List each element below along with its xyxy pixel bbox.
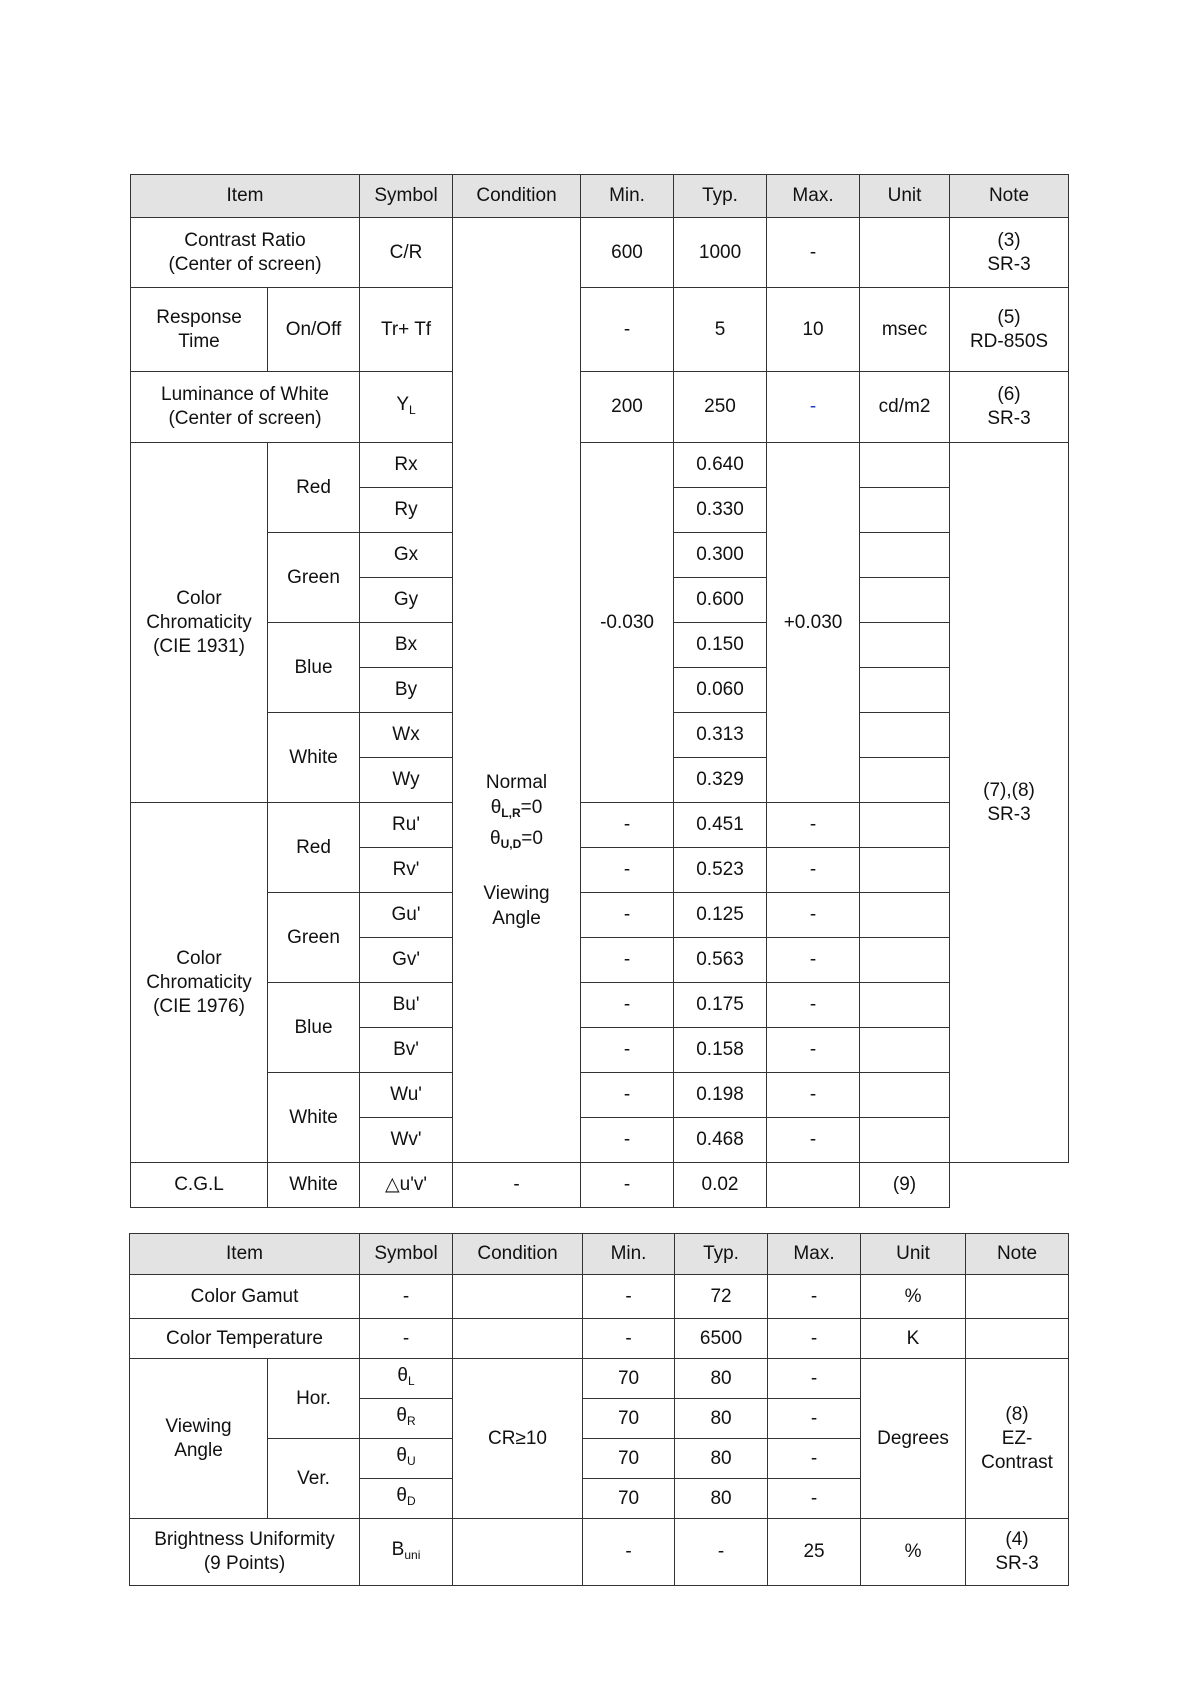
typ-bv: 0.158 <box>674 1028 767 1073</box>
symbol-gy: Gy <box>360 578 453 623</box>
cie1931-white: White <box>268 713 360 803</box>
table-header-row <box>131 175 1069 218</box>
max-theta-d: - <box>768 1479 861 1519</box>
uniformity-condition <box>453 1519 583 1586</box>
symbol-theta-u: $\theta_U$ <box>360 1439 453 1479</box>
luminance-symbol: $Y_L$ <box>360 372 453 443</box>
color-gamut-label: Color Gamut <box>130 1275 360 1319</box>
uniformity-unit: % <box>861 1519 966 1586</box>
unit-cell <box>860 1118 950 1163</box>
table-row <box>131 1163 1069 1208</box>
max-bu: - <box>767 983 860 1028</box>
condition-viewing: Viewing <box>483 882 550 904</box>
cgl-note: (9) <box>860 1163 950 1208</box>
min-rv: - <box>581 848 674 893</box>
contrast-note: (3) SR-3 <box>950 218 1069 288</box>
typ-ry: 0.330 <box>674 488 767 533</box>
response-min: - <box>581 288 674 372</box>
condition-cell <box>453 218 581 1163</box>
max-ru: - <box>767 803 860 848</box>
min-wv: - <box>581 1118 674 1163</box>
contrast-unit <box>860 218 950 288</box>
temperature-symbol: - <box>360 1319 453 1359</box>
header-typ: Typ. <box>675 1234 768 1275</box>
symbol-gu: Gu' <box>360 893 453 938</box>
min-theta-r: 70 <box>583 1399 675 1439</box>
cie1931-min: -0.030 <box>581 443 674 803</box>
header-condition: Condition <box>453 1234 583 1275</box>
min-theta-u: 70 <box>583 1439 675 1479</box>
typ-theta-r: 80 <box>675 1399 768 1439</box>
min-bv: - <box>581 1028 674 1073</box>
temperature-condition <box>453 1319 583 1359</box>
symbol-gx: Gx <box>360 533 453 578</box>
typ-theta-l: 80 <box>675 1359 768 1399</box>
table-row <box>131 218 1069 288</box>
uniformity-symbol: $B_{uni}$ <box>360 1519 453 1586</box>
header-max: Max. <box>767 175 860 218</box>
header-unit: Unit <box>860 175 950 218</box>
contrast-ratio-label: Contrast Ratio (Center of screen) <box>131 218 360 288</box>
table-row <box>131 803 1069 848</box>
gamut-unit: % <box>861 1275 966 1319</box>
temperature-max: - <box>768 1319 861 1359</box>
temperature-min: - <box>583 1319 675 1359</box>
symbol-theta-l: $\theta_L$ <box>360 1359 453 1399</box>
cie1976-white: White <box>268 1073 360 1163</box>
min-theta-d: 70 <box>583 1479 675 1519</box>
response-unit: msec <box>860 288 950 372</box>
max-theta-u: - <box>768 1439 861 1479</box>
table-row <box>130 1359 1069 1399</box>
cie1976-red: Red <box>268 803 360 893</box>
gamut-note <box>966 1275 1069 1319</box>
symbol-rv: Rv' <box>360 848 453 893</box>
typ-bx: 0.150 <box>674 623 767 668</box>
viewing-condition: CR≥10 <box>453 1359 583 1519</box>
response-max: 10 <box>767 288 860 372</box>
viewing-angle-label: Viewing Angle <box>130 1359 268 1519</box>
luminance-min: 200 <box>581 372 674 443</box>
cgl-label: C.G.L <box>131 1163 268 1208</box>
unit-cell <box>860 488 950 533</box>
max-theta-r: - <box>768 1399 861 1439</box>
symbol-rx: Rx <box>360 443 453 488</box>
gamut-condition <box>453 1275 583 1319</box>
symbol-wy: Wy <box>360 758 453 803</box>
unit-cell <box>860 578 950 623</box>
min-ru: - <box>581 803 674 848</box>
symbol-wv: Wv' <box>360 1118 453 1163</box>
luminance-max: - <box>767 372 860 443</box>
typ-rv: 0.523 <box>674 848 767 893</box>
brightness-uniformity-label: Brightness Uniformity (9 Points) <box>130 1519 360 1586</box>
max-gu: - <box>767 893 860 938</box>
header-symbol: Symbol <box>360 1234 453 1275</box>
max-wv: - <box>767 1118 860 1163</box>
typ-gv: 0.563 <box>674 938 767 983</box>
symbol-by: By <box>360 668 453 713</box>
header-unit: Unit <box>861 1234 966 1275</box>
typ-theta-d: 80 <box>675 1479 768 1519</box>
symbol-bv: Bv' <box>360 1028 453 1073</box>
symbol-gv: Gv' <box>360 938 453 983</box>
table-row <box>131 372 1069 443</box>
unit-cell <box>860 758 950 803</box>
contrast-min: 600 <box>581 218 674 288</box>
unit-cell <box>860 713 950 758</box>
response-note: (5) RD-850S <box>950 288 1069 372</box>
max-gv: - <box>767 938 860 983</box>
max-bv: - <box>767 1028 860 1073</box>
condition-angle: Angle <box>492 907 541 929</box>
response-symbol: Tr+ Tf <box>360 288 453 372</box>
contrast-max: - <box>767 218 860 288</box>
optical-spec-table <box>130 174 1069 1208</box>
min-gu: - <box>581 893 674 938</box>
response-onoff: On/Off <box>268 288 360 372</box>
temperature-unit: K <box>861 1319 966 1359</box>
typ-rx: 0.640 <box>674 443 767 488</box>
luminance-label: Luminance of White (Center of screen) <box>131 372 360 443</box>
max-wu: - <box>767 1073 860 1118</box>
typ-wv: 0.468 <box>674 1118 767 1163</box>
gamut-max: - <box>768 1275 861 1319</box>
typ-bu: 0.175 <box>674 983 767 1028</box>
min-wu: - <box>581 1073 674 1118</box>
viewing-ver: Ver. <box>268 1439 360 1519</box>
header-max: Max. <box>768 1234 861 1275</box>
symbol-theta-r: $\theta_R$ <box>360 1399 453 1439</box>
response-typ: 5 <box>674 288 767 372</box>
unit-cell <box>860 938 950 983</box>
symbol-ru: Ru' <box>360 803 453 848</box>
temperature-note <box>966 1319 1069 1359</box>
uniformity-typ: - <box>675 1519 768 1586</box>
table-header-row <box>130 1234 1069 1275</box>
contrast-symbol: C/R <box>360 218 453 288</box>
uniformity-max: 25 <box>768 1519 861 1586</box>
luminance-typ: 250 <box>674 372 767 443</box>
typ-ru: 0.451 <box>674 803 767 848</box>
header-min: Min. <box>581 175 674 218</box>
typ-by: 0.060 <box>674 668 767 713</box>
min-theta-l: 70 <box>583 1359 675 1399</box>
unit-cell <box>860 443 950 488</box>
contrast-typ: 1000 <box>674 218 767 288</box>
header-note: Note <box>950 175 1069 218</box>
cie1931-label: Color Chromaticity (CIE 1931) <box>131 443 268 803</box>
typ-theta-u: 80 <box>675 1439 768 1479</box>
viewing-unit: Degrees <box>861 1359 966 1519</box>
unit-cell <box>860 848 950 893</box>
table-row <box>131 1073 1069 1118</box>
cgl-white: White <box>268 1163 360 1208</box>
symbol-ry: Ry <box>360 488 453 533</box>
cgl-symbol: △u'v' <box>360 1163 453 1208</box>
unit-cell <box>860 1073 950 1118</box>
viewing-hor: Hor. <box>268 1359 360 1439</box>
typ-gy: 0.600 <box>674 578 767 623</box>
table-row <box>131 893 1069 938</box>
response-time-label: Response Time <box>131 288 268 372</box>
color-temperature-label: Color Temperature <box>130 1319 360 1359</box>
symbol-bu: Bu' <box>360 983 453 1028</box>
unit-cell <box>860 803 950 848</box>
table-row <box>131 983 1069 1028</box>
uniformity-note: (4) SR-3 <box>966 1519 1069 1586</box>
header-typ: Typ. <box>674 175 767 218</box>
unit-cell <box>860 893 950 938</box>
symbol-theta-d: $\theta_D$ <box>360 1479 453 1519</box>
luminance-unit: cd/m2 <box>860 372 950 443</box>
cgl-min: - <box>453 1163 581 1208</box>
gamut-typ: 72 <box>675 1275 768 1319</box>
cie1976-green: Green <box>268 893 360 983</box>
unit-cell <box>860 668 950 713</box>
typ-wu: 0.198 <box>674 1073 767 1118</box>
symbol-wu: Wu' <box>360 1073 453 1118</box>
cgl-unit <box>767 1163 860 1208</box>
table-row <box>131 443 1069 488</box>
table-row <box>131 288 1069 372</box>
unit-cell <box>860 983 950 1028</box>
condition-theta-ud: $\theta_{U,D}=0$ <box>490 827 543 851</box>
cie1931-max: +0.030 <box>767 443 860 803</box>
gamut-symbol: - <box>360 1275 453 1319</box>
typ-gu: 0.125 <box>674 893 767 938</box>
header-item: Item <box>130 1234 360 1275</box>
condition-theta-lr: $\theta_{L,R}=0$ <box>490 796 543 820</box>
cie1976-blue: Blue <box>268 983 360 1073</box>
temperature-typ: 6500 <box>675 1319 768 1359</box>
luminance-note: (6) SR-3 <box>950 372 1069 443</box>
typ-wx: 0.313 <box>674 713 767 758</box>
header-note: Note <box>966 1234 1069 1275</box>
table-row <box>130 1519 1069 1586</box>
cgl-typ: - <box>581 1163 674 1208</box>
max-theta-l: - <box>768 1359 861 1399</box>
unit-cell <box>860 533 950 578</box>
viewing-note: (8) EZ- Contrast <box>966 1359 1069 1519</box>
uniformity-min: - <box>583 1519 675 1586</box>
min-gv: - <box>581 938 674 983</box>
cgl-max: 0.02 <box>674 1163 767 1208</box>
unit-cell <box>860 623 950 668</box>
chromaticity-note: (7),(8) SR-3 <box>950 443 1069 1163</box>
header-symbol: Symbol <box>360 175 453 218</box>
min-bu: - <box>581 983 674 1028</box>
header-min: Min. <box>583 1234 675 1275</box>
table-row <box>130 1319 1069 1359</box>
typ-gx: 0.300 <box>674 533 767 578</box>
gamut-min: - <box>583 1275 675 1319</box>
optical-spec-table-2 <box>129 1233 1069 1586</box>
cie1931-green: Green <box>268 533 360 623</box>
typ-wy: 0.329 <box>674 758 767 803</box>
max-rv: - <box>767 848 860 893</box>
symbol-wx: Wx <box>360 713 453 758</box>
table-row <box>130 1275 1069 1319</box>
header-item: Item <box>131 175 360 218</box>
condition-normal: Normal <box>485 771 548 793</box>
symbol-bx: Bx <box>360 623 453 668</box>
cie1976-label: Color Chromaticity (CIE 1976) <box>131 803 268 1163</box>
cie1931-blue: Blue <box>268 623 360 713</box>
unit-cell <box>860 1028 950 1073</box>
header-condition: Condition <box>453 175 581 218</box>
cie1931-red: Red <box>268 443 360 533</box>
